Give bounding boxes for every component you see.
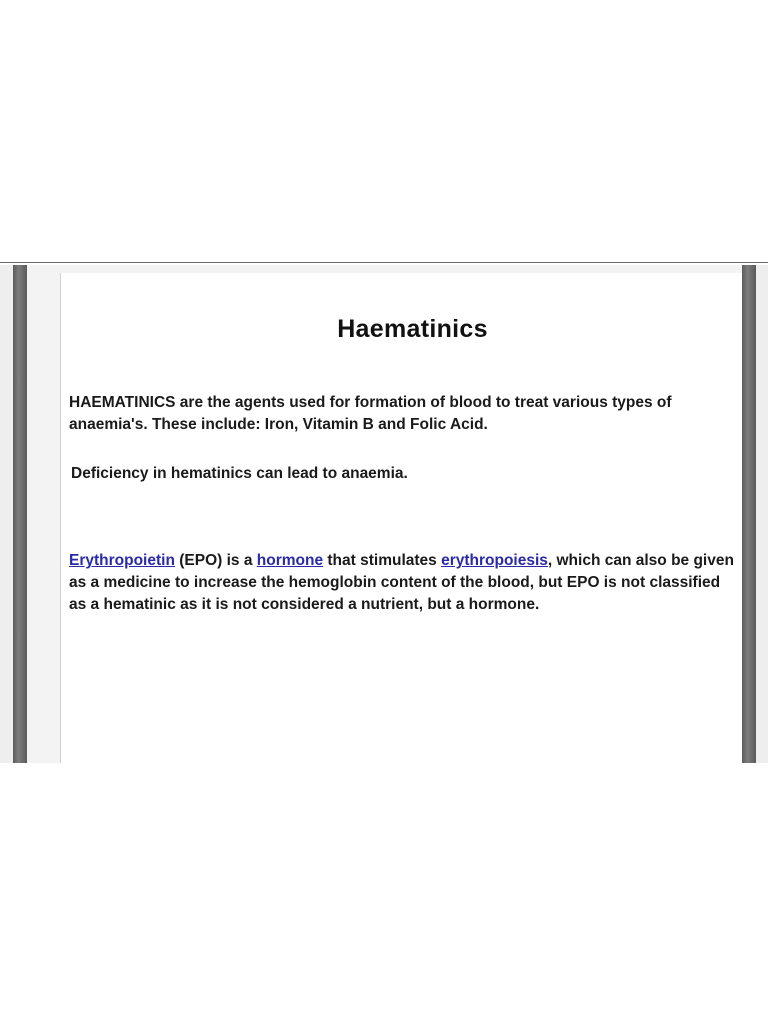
paragraph-epo-text-b: that stimulates <box>323 552 442 569</box>
paragraph-definition: HAEMATINICS are the agents used for formation of blood to treat various types of anaemia's. These include: Iron, Vitamin B and Folic Acid. <box>69 394 672 433</box>
right-frame-bar <box>742 265 756 763</box>
slide-frame <box>0 262 768 763</box>
left-margin <box>0 265 13 763</box>
page-title: Haematinics <box>337 315 488 343</box>
left-frame-bar <box>13 265 27 763</box>
slide-page <box>60 273 765 763</box>
paragraph-epo-text-a: (EPO) is a <box>174 552 257 569</box>
right-margin <box>756 265 768 763</box>
slide-background <box>27 265 742 763</box>
link-hormone[interactable]: hormone <box>256 552 324 569</box>
link-erythropoiesis[interactable]: erythropoiesis <box>441 552 548 569</box>
paragraph-deficiency: Deficiency in hematinics can lead to anaemia. <box>71 465 408 482</box>
paragraph-epo <box>69 550 739 616</box>
paragraph-epo-text-c: , which can also be given as a medicine to increase the hemoglobin content of the blood, but EPO is not classified as a hematinic as it is not considered a nutrient, but a hormone. <box>69 552 734 613</box>
link-erythropoietin[interactable]: Erythropoietin <box>69 552 175 569</box>
